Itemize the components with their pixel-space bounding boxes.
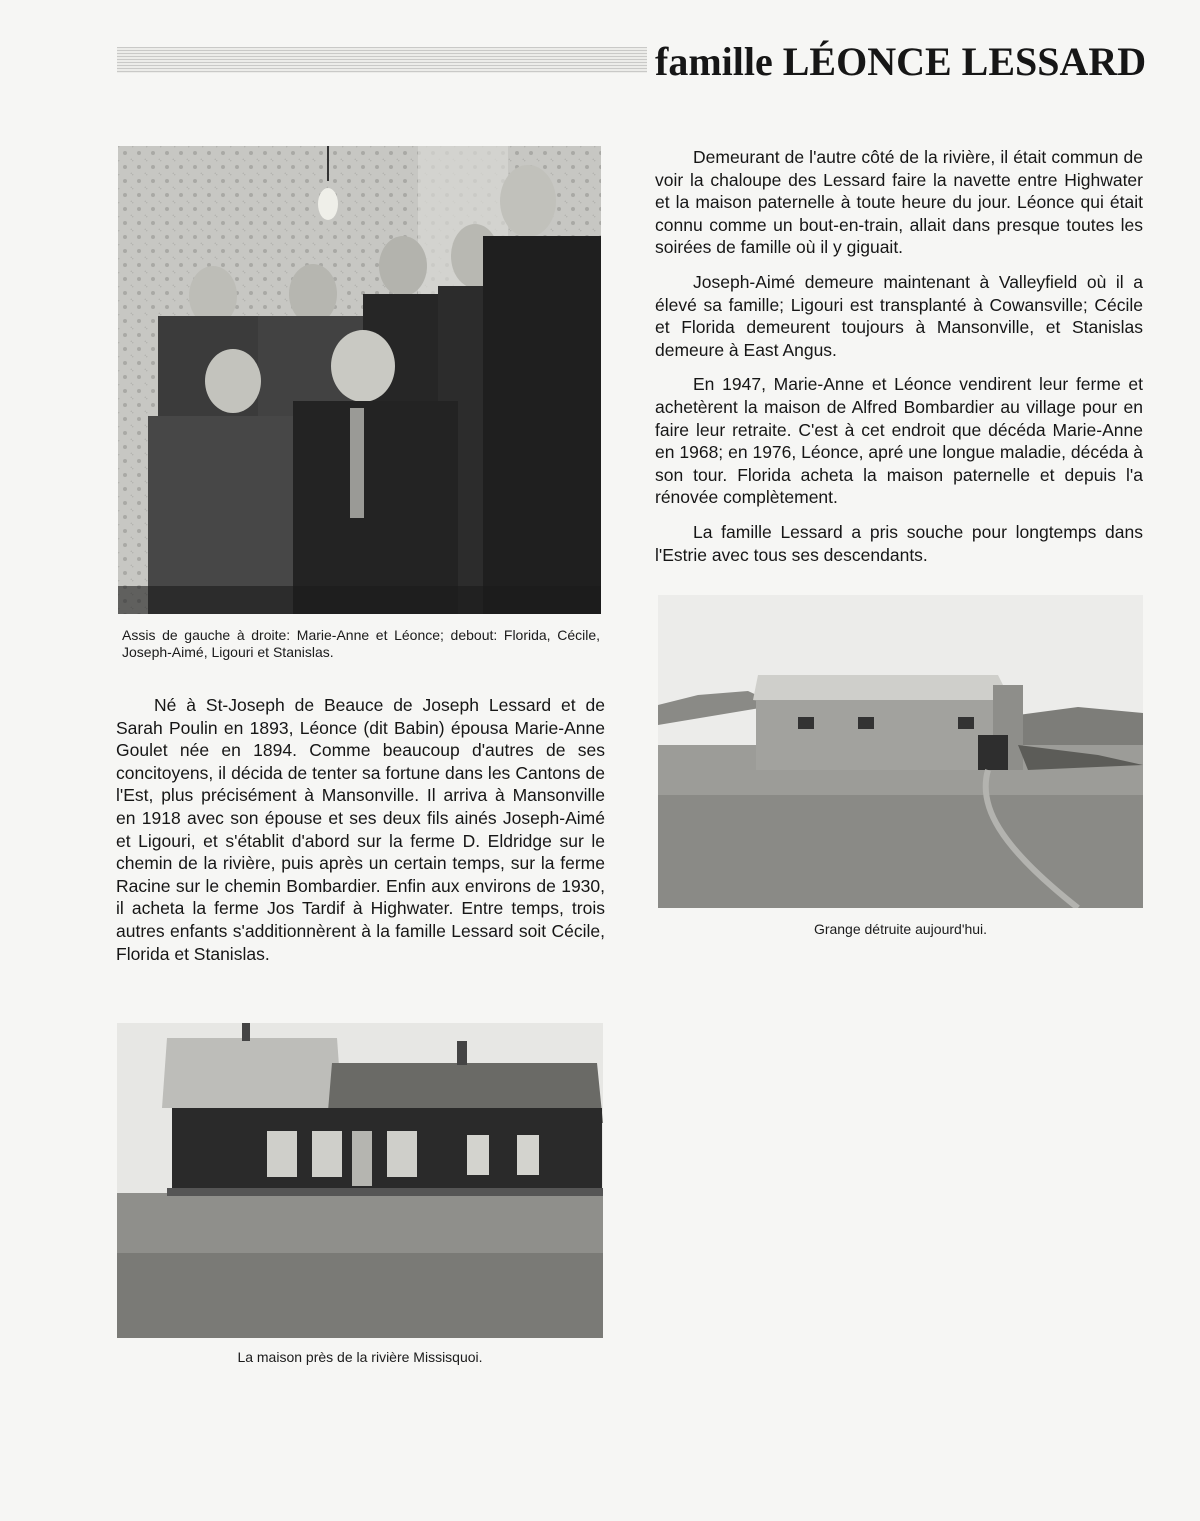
house-photo [117, 1023, 603, 1338]
right-paragraph-2: Joseph-Aimé demeure maintenant à Valleyfield où il a élevé sa famille; Ligouri est transplanté à Cowansville; Cécile et Florida demeurent toujours à Mansonville, et Stanislas demeure à East Angus. [655, 271, 1143, 360]
left-paragraph-1: Né à St-Joseph de Beauce de Joseph Lessard et de Sarah Poulin en 1893, Léonce (dit Babin) épousa Marie-Anne Goulet née en 1894. Comme beaucoup d'autres de ses concitoyens, il décida de tenter sa fortune dans les Cantons de l'Est, plus précisément à Mansonville. Il arriva à Mansonville en 1918 avec son épouse et ses deux fils ainés Joseph-Aimé et Ligouri, et s'établit d'abord sur la ferme D. Eldridge sur le chemin de la rivière, puis après un certain temps, sur la ferme Racine sur le chemin Bombardier. Enfin aux environs de 1930, il acheta la ferme Jos Tardif à Highwater. Entre temps, trois autres enfants s'additionnèrent à la famille Lessard soit Cécile, Florida et Stanislas. [116, 695, 605, 964]
page-title: famille LÉONCE LESSARD [655, 39, 1147, 84]
family-photo-caption: Assis de gauche à droite: Marie-Anne et Léonce; debout: Florida, Cécile, Joseph-Aimé, Ligouri et Stanislas. [122, 627, 600, 660]
right-paragraph-1: Demeurant de l'autre côté de la rivière, il était commun de voir la chaloupe des Lessard faire la navette entre Highwater et la maison paternelle à toute heure du jour. Léonce qui était connu comme un bout-en-train, allait dans presque toutes les soirées de famille où il y giguait. [655, 147, 1143, 258]
header-rule [117, 47, 647, 73]
barn-photo-caption: Grange détruite aujourd'hui. [813, 921, 988, 937]
house-photo-caption: La maison près de la rivière Missisquoi. [237, 1349, 483, 1365]
right-paragraph-4: La famille Lessard a pris souche pour longtemps dans l'Estrie avec tous ses descendants. [655, 521, 1143, 565]
left-column-text [116, 694, 605, 977]
right-paragraph-3: En 1947, Marie-Anne et Léonce vendirent leur ferme et achetèrent la maison de Alfred Bombardier au village pour en faire leur retraite. C'est à cet endroit que décéda Marie-Anne en 1968; en 1976, Léonce, apré une longue maladie, décéda à son tour. Florida acheta la maison paternelle et depuis l'a rénovée complètement. [655, 374, 1143, 508]
family-photo [118, 146, 601, 614]
right-column-text [655, 146, 1143, 578]
barn-photo [658, 595, 1143, 908]
